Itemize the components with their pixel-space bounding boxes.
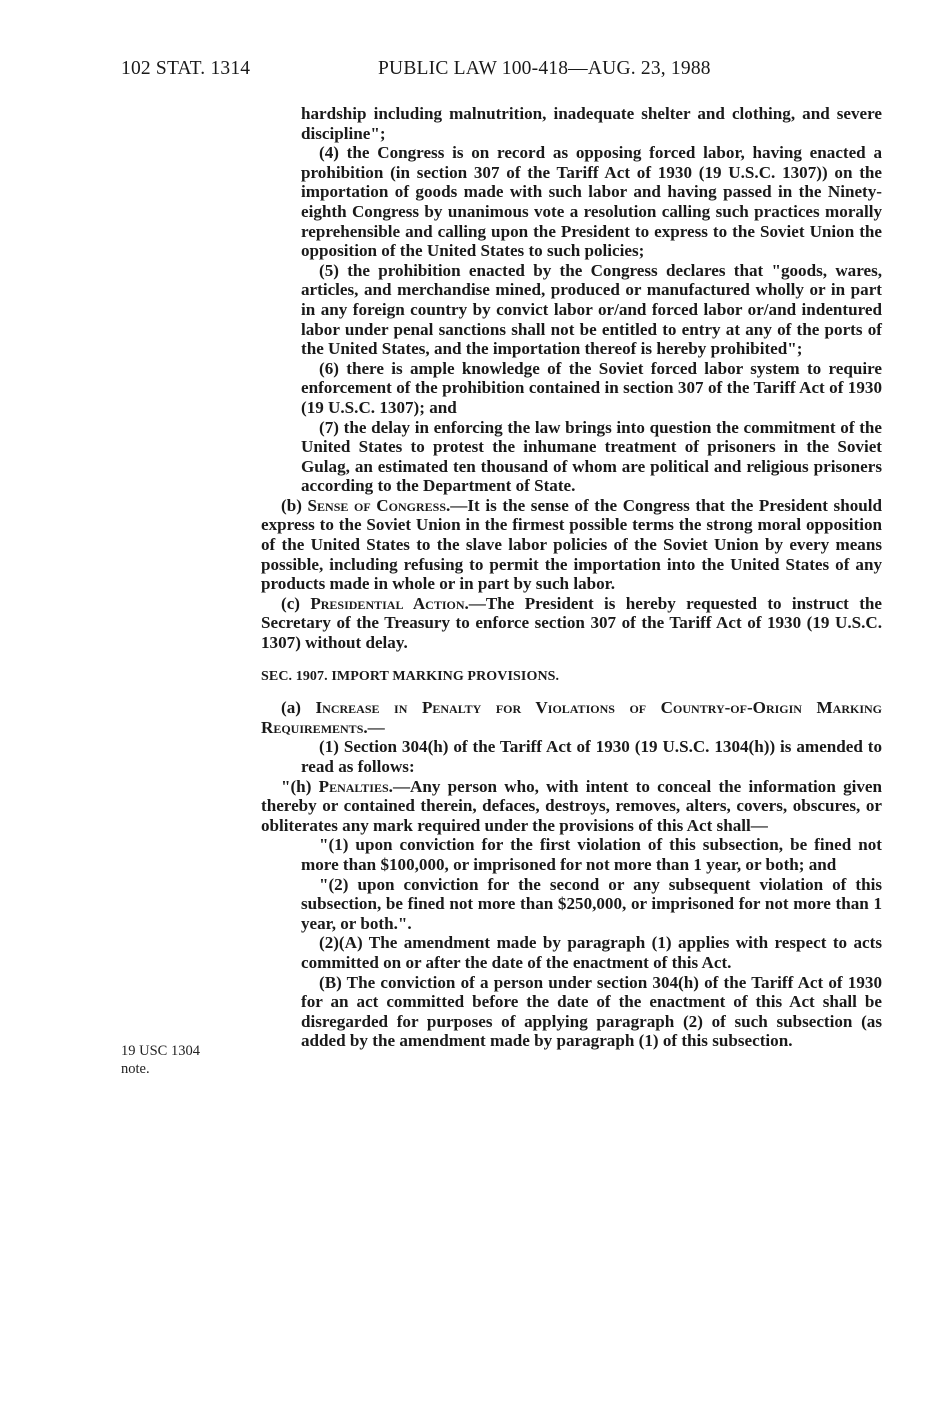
stat-citation: 102 STAT. 1314 [121,58,251,79]
margin-note-label: note. [121,1061,150,1077]
law-title: PUBLIC LAW 100-418—AUG. 23, 1988 [378,58,711,79]
quoted-paragraph-2: "(2) upon conviction for the second or any subsequent violation of this subsection, be fined not more than $250,000, or imprisoned for not more than 1 year, or both.". [301,874,882,933]
subsection-h-label: "(h) [281,776,319,796]
section-heading: SEC. 1907. IMPORT MARKING PROVISIONS. [261,668,560,684]
quoted-paragraph-1: "(1) upon conviction for the first violation of this subsection, be fined not more than $100,000, or imprisoned for not more than 1 year, or both; and [301,835,882,874]
subsection-b-label: (b) [281,495,308,515]
subsection-c-label: (c) [281,593,311,613]
subsection-a-label: (a) [281,698,316,718]
page-header [121,58,881,88]
paragraph-continuation: hardship including malnutrition, inadequate shelter and clothing, and severe discipline"; [301,104,882,143]
paragraph-4: (4) the Congress is on record as opposing forced labor, having enacted a prohibition (in section 307 of the Tariff Act of 1930 (19 U.S.C. 1307)) on the importation of goods made with such labor and having passed in the Ninety-eighth Congress by unanimous vote a resolution calling such practices morally reprehensible and calling upon the President to express to the Soviet Union the opposition of the United States to such policies; [301,143,882,261]
quoted-subsection-h [261,777,882,836]
margin-note-citation: 19 USC 1304 [121,1043,200,1059]
subsection-c-text: .—The President is hereby requested to instruct the Secretary of the Treasury to enforce section 307 of the Tariff Act of 1930 (19 U.S.C. 1307) without delay. [261,593,882,653]
document-body [261,104,882,1051]
subsection-h-text: .—Any person who, with intent to conceal the information given thereby or contained therein, defaces, destroys, removes, alters, covers, obscures, or obliterates any mark required under the provisions of this Act shall— [261,776,883,835]
subsection-c-heading: Presidential Action [310,593,465,613]
subsection-a-text: .— [363,717,385,737]
paragraph-7: (7) the delay in enforcing the law brings into question the commitment of the United States to protest the inhumane treatment of prisoners in the Soviet Gulag, an estimated ten thousand of whom are political and religious prisoners according to the Department of State. [301,417,882,496]
paragraph-5: (5) the prohibition enacted by the Congress declares that "goods, wares, articles, and merchandise mined, produced or manufactured wholly or in part in any foreign country by convict labor or/and forced labor or/and indentured labor under penal sanctions shall not be entitled to entry at any of the ports of the United States, and the importation thereof is hereby prohibited"; [301,260,882,359]
subsection-c [261,594,882,653]
paragraph-2b: (B) The conviction of a person under section 304(h) of the Tariff Act of 1930 for an act committed before the date of the enactment of this Act shall be disregarded for purposes of applying paragraph (2) of such subsection (as added by the amendment made by paragraph (1) of this subsection. [301,972,882,1051]
margin-note [121,1042,200,1078]
paragraph-2a: (2)(A) The amendment made by paragraph (1) applies with respect to acts committed on or after the date of the enactment of this Act. [301,933,882,972]
subsection-a [261,698,882,737]
paragraph-a1: (1) Section 304(h) of the Tariff Act of 1930 (19 U.S.C. 1304(h)) is amended to read as follows: [301,737,882,776]
subsection-h-heading: Penalties [318,776,389,796]
subsection-b-text: .—It is the sense of the Congress that the President should express to the Soviet Union in the firmest possible terms the strong moral opposition of the United States to the slave labor policies of the Soviet Union by every means possible, including refusing to permit the importation into the United States of any products made in whole or in part by such labor. [261,495,883,594]
subsection-b [261,496,882,594]
subsection-b-heading: Sense of Congress [307,495,447,515]
paragraph-6: (6) there is ample knowledge of the Soviet forced labor system to require enforcement of the prohibition contained in section 307 of the Tariff Act of 1930 (19 U.S.C. 1307); and [301,358,882,417]
subsection-a-heading: Increase in Penalty for Violations of Country-of-Origin Marking Requirements [261,698,882,737]
